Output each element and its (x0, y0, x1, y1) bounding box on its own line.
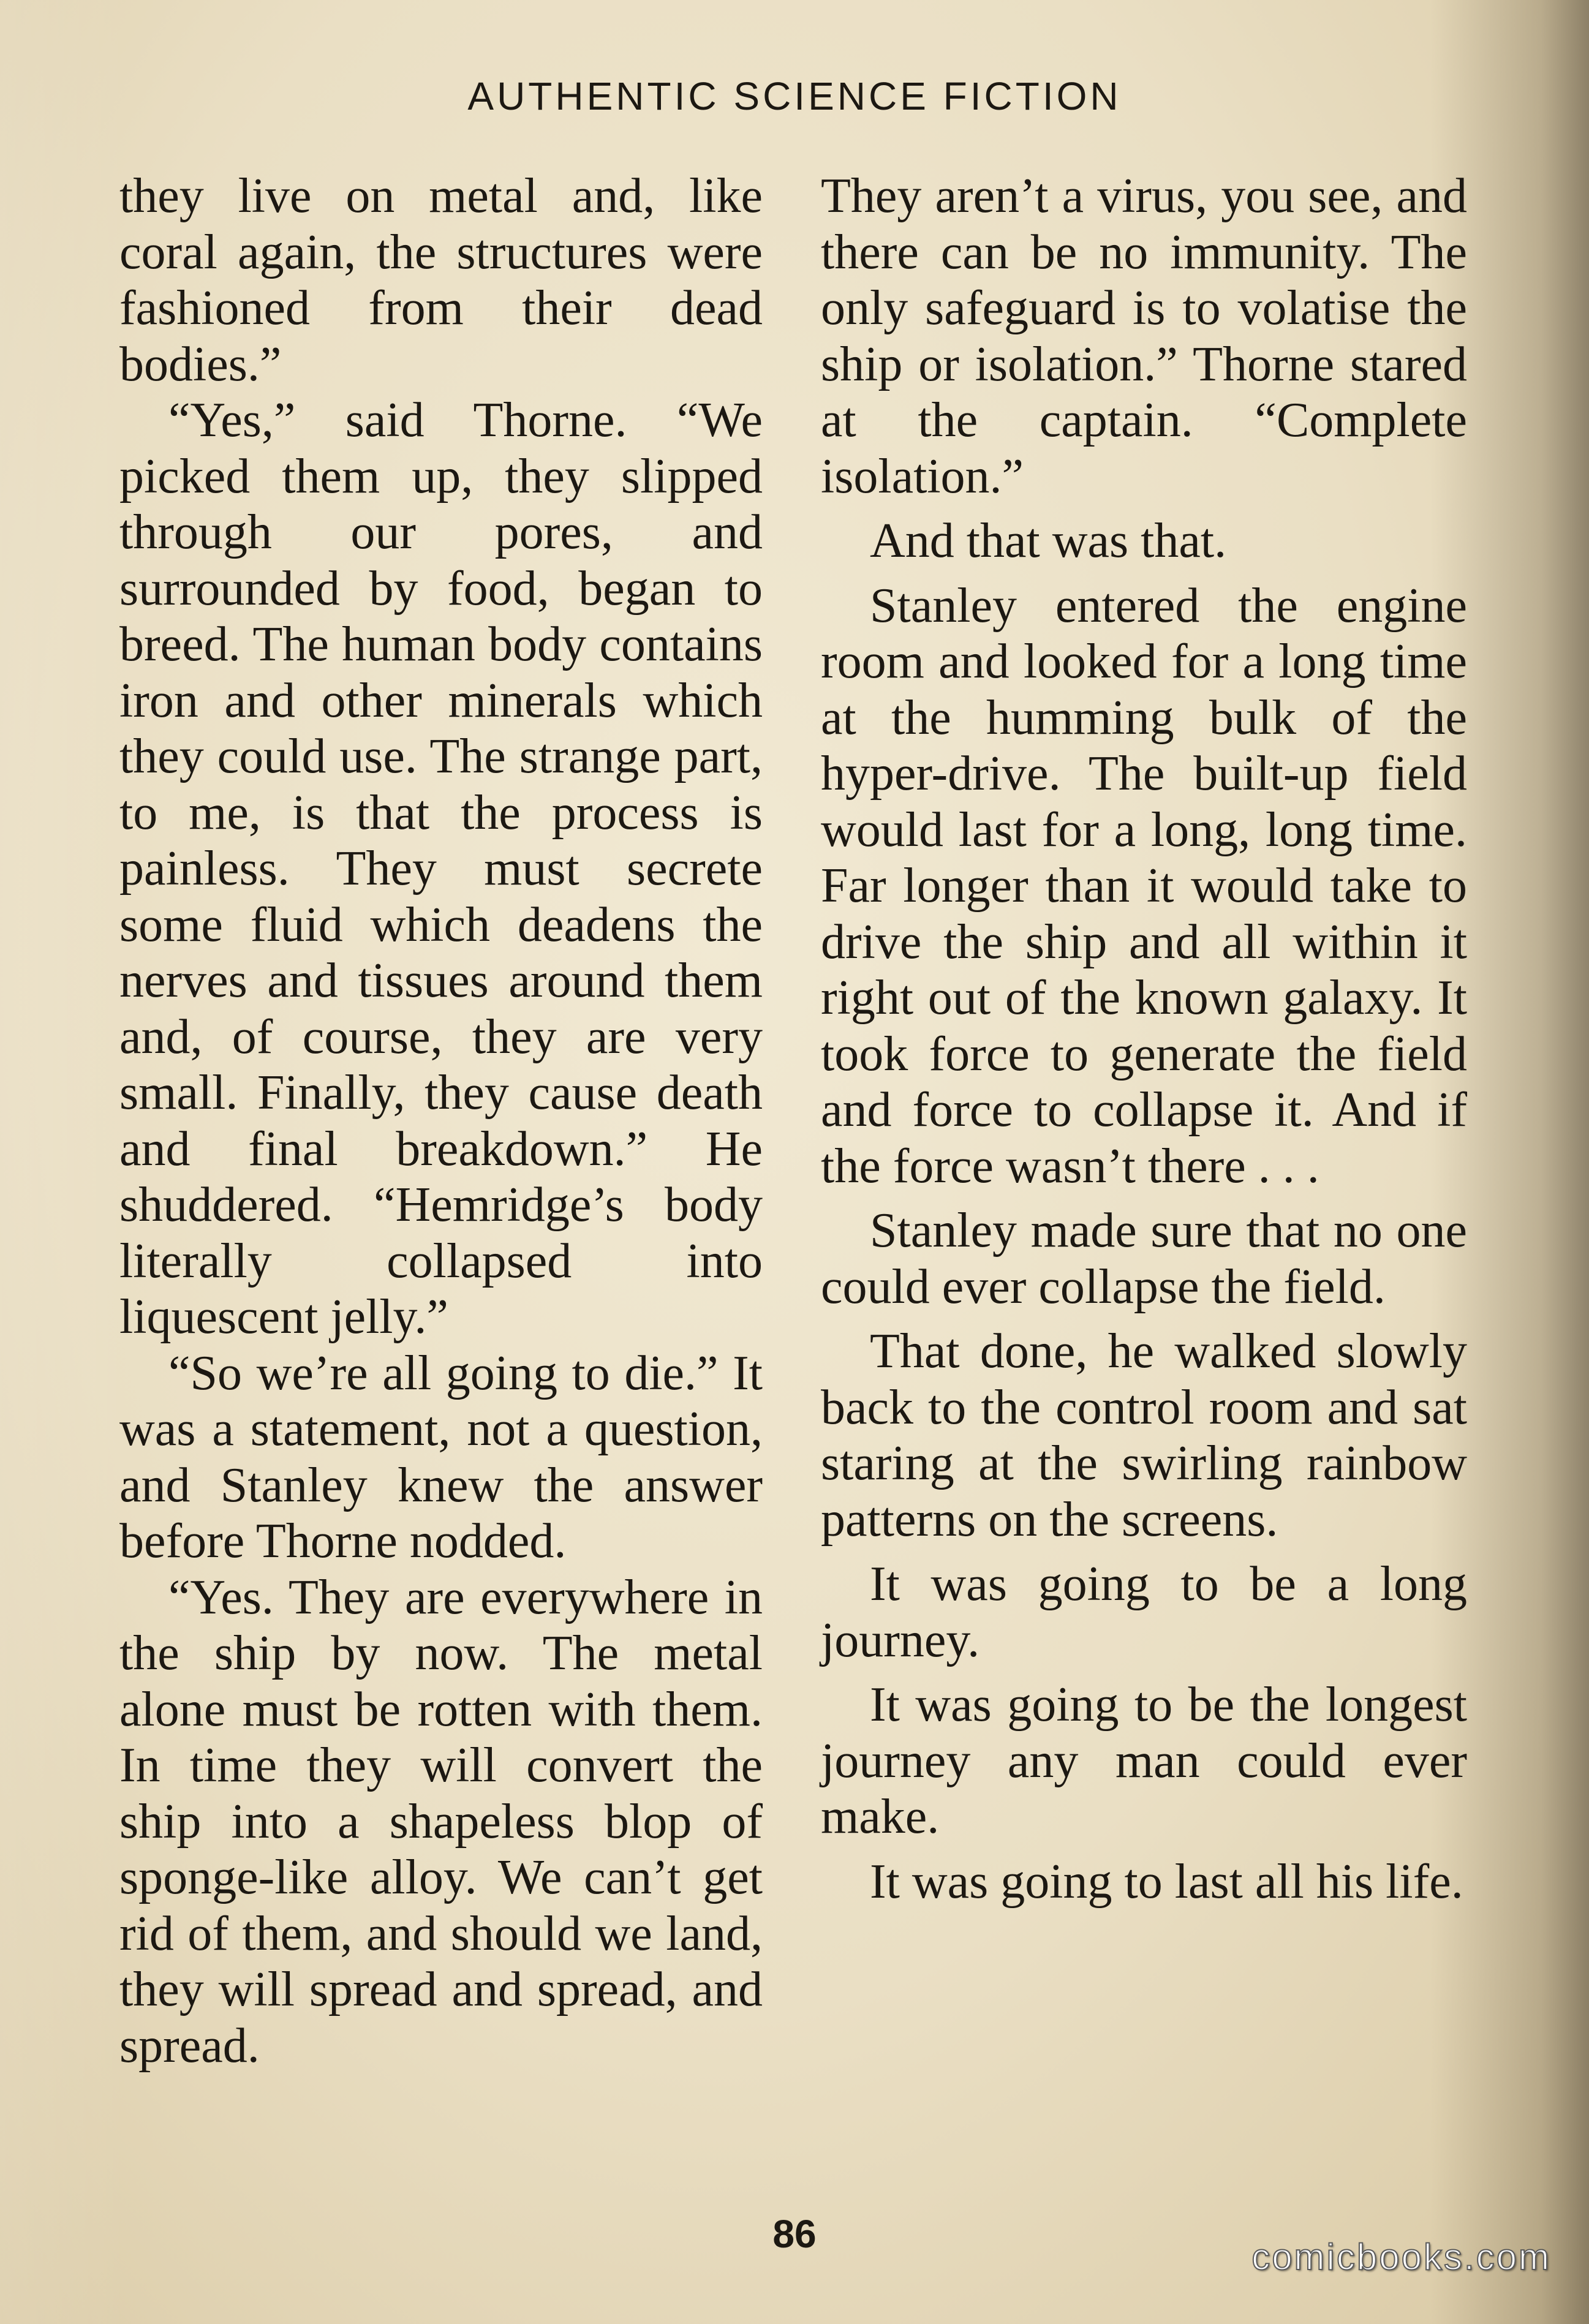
paragraph: Stanley entered the engine room and looked for a long time at the humming bulk of the hyper-drive. The built-up field would last for a long, long time. Far longer than it would take to drive the ship and all within it right out of the known galaxy. It took force to generate the field and force to collapse it. And if the force wasn’t there . . . (821, 578, 1467, 1193)
page-number: 86 (772, 2212, 817, 2256)
paragraph: Stanley made sure that no one could ever collapse the field. (821, 1204, 1467, 1314)
paragraph: “Yes,” said Thorne. “We picked them up, they slipped through our pores, and surrounded by food, began to breed. The human body contains iron and other minerals which they could use. The strange part, to me, is that the process is painless. They must secrete some fluid which deadens the nerves and tissues around them and, of course, they are very small. Finally, they cause death and final breakdown.” He shuddered. “Hemridge’s body literally collapsed into liquescent jelly.” (119, 393, 763, 1344)
paragraph: It was going to be the longest journey any man could ever make. (821, 1678, 1467, 1844)
right-column (821, 168, 1467, 1910)
paragraph: They aren’t a virus, you see, and there can be no immunity. The only safeguard is to volatise the ship or isolation.” Thorne stared at the captain. “Complete isolation.” (821, 169, 1467, 504)
paragraph: It was going to be a long journey. (821, 1557, 1467, 1667)
paragraph: “So we’re all going to die.” It was a statement, not a question, and Stanley knew the answer before Thorne nodded. (119, 1346, 763, 1568)
left-column (119, 168, 763, 2074)
watermark: comicbooks.com (1251, 2236, 1551, 2277)
running-head: AUTHENTIC SCIENCE FICTION (467, 74, 1122, 118)
paragraph: “Yes. They are everywhere in the ship by now. The metal alone must be rotten with them. In time they will convert the ship into a shapeless blop of sponge-like alloy. We can’t get rid of them, and should we land, they will spread and spread, and spread. (119, 1570, 763, 2073)
paragraph: they live on metal and, like coral again, the structures were fashioned from their dead bodies.” (119, 169, 763, 391)
paragraph: That done, he walked slowly back to the control room and sat staring at the swirling rainbow patterns on the screens. (821, 1324, 1467, 1547)
paragraph: And that was that. (870, 514, 1227, 568)
paragraph: It was going to last all his life. (870, 1854, 1463, 1909)
